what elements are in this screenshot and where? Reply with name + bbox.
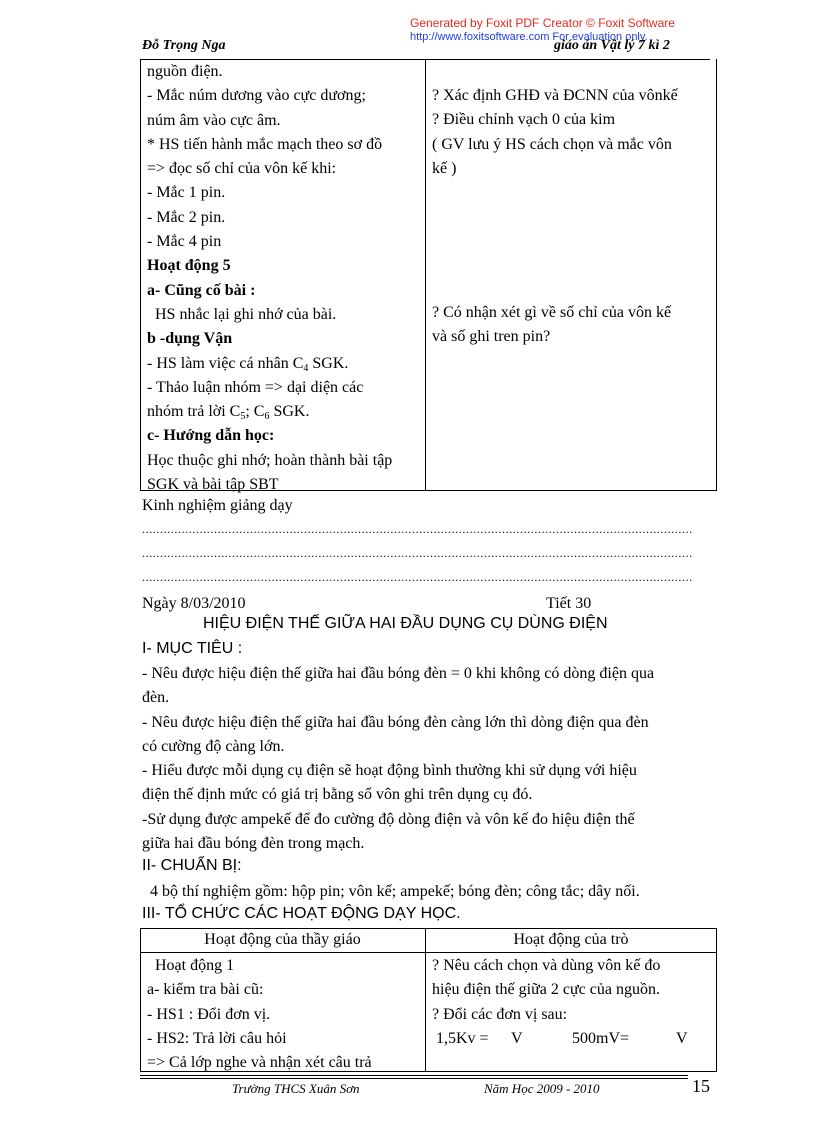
subscript: 4: [303, 362, 309, 374]
student-activity-column: [432, 954, 660, 1027]
preparation-text: 4 bộ thí nghiệm gồm: hộp pin; vôn kế; ampekế; bóng đèn; công tắc; dây nối.: [142, 883, 640, 900]
line: - Mắc 1 pin.: [147, 184, 226, 202]
footer-school: Trường THCS Xuân Sơn: [232, 1081, 360, 1096]
line: - Mắc 4 pin: [147, 233, 222, 251]
section-activities-heading: III- TỔ CHỨC CÁC HOẠT ĐỘNG DẠY HỌC.: [142, 905, 461, 922]
student-activity-column-top: [432, 84, 678, 181]
line: Học thuộc ghi nhớ; hoàn thành bài tập: [147, 451, 393, 469]
subscript: 6: [264, 411, 270, 423]
footer-year: Năm Học 2009 - 2010: [484, 1081, 600, 1096]
experience-title: Kinh nghiệm giảng dạy: [142, 497, 293, 514]
page-number: 15: [692, 1076, 710, 1096]
application-heading: b -dụng Vận: [147, 330, 233, 348]
footer-rule: [140, 1075, 688, 1076]
conversion-a: 1,5Kv =: [432, 1030, 489, 1047]
objective-line: - Nêu được hiệu điện thế giữa hai đầu bóng đèn càng lớn thì dòng điện qua đèn: [142, 713, 649, 731]
subscript: 5: [240, 411, 246, 423]
line-text: - HS làm việc cá nhân C: [147, 354, 304, 372]
line: - HS2: Trả lời câu hỏi: [147, 1029, 287, 1047]
line: [147, 400, 392, 424]
section-preparation-heading: II- CHUẨN BỊ:: [142, 857, 242, 874]
line: - Mắc 2 pin.: [147, 208, 226, 226]
line-tail: SGK.: [269, 403, 310, 421]
objective-line: -Sử dụng được ampekế để đo cường độ dòng điện và vôn kế đo hiệu điện thế: [142, 810, 635, 828]
line: a- kiểm tra bài cũ:: [147, 981, 264, 999]
objective-line: có cường độ càng lớn.: [142, 737, 285, 755]
objective-line: giữa hai đầu bóng đèn trong mạch.: [142, 835, 365, 853]
student-activity-column-mid: [432, 301, 671, 350]
line-text: nhóm trả lời C: [147, 403, 241, 421]
dotted-line: .........................................................................................................................................................: [142, 570, 693, 584]
activity-5-heading: Hoạt động 5: [147, 257, 231, 275]
line: kế ): [432, 159, 457, 177]
line: [147, 352, 392, 376]
conversion-b: 500mV=: [572, 1030, 630, 1047]
line: núm âm vào cực âm.: [147, 111, 281, 129]
line-mid: ; C: [245, 403, 265, 421]
table-divider: [425, 59, 426, 491]
teacher-activity-column: [147, 954, 372, 1075]
lesson-period: Tiết 30: [546, 595, 592, 612]
header-author: Đỗ Trọng Nga: [142, 38, 226, 53]
table-header-rule: [140, 952, 717, 953]
teacher-activity-column: [147, 60, 392, 497]
section-objectives-heading: I- MỤC TIÊU :: [142, 640, 243, 657]
line: => Cả lớp nghe và nhận xét câu trả: [147, 1054, 372, 1072]
line: nguồn điện.: [147, 63, 223, 80]
line: Hoạt động 1: [147, 957, 235, 974]
header-student: Hoạt động của trò: [513, 931, 629, 948]
line: ( GV lưu ý HS cách chọn và mắc vôn: [432, 135, 672, 153]
line: ? Có nhận xét gì về số chỉ của vôn kế: [432, 304, 672, 321]
objective-line: - Nêu được hiệu điện thế giữa hai đầu bóng đèn = 0 khi không có dòng điện qua: [142, 665, 655, 682]
watermark-line-1: Generated by Foxit PDF Creator © Foxit Software: [410, 16, 675, 30]
line: và số ghi tren pin?: [432, 328, 551, 346]
line: ? Điều chỉnh vạch 0 của kim: [432, 111, 616, 129]
line: ? Đổi các đơn vị sau:: [432, 1005, 568, 1023]
study-guide-heading: c- Hướng dẫn học:: [147, 427, 275, 445]
dotted-line: .........................................................................................................................................................: [142, 522, 693, 536]
line: hiệu điện thế giữa 2 cực của nguồn.: [432, 981, 660, 999]
line: - Thảo luận nhóm => dại diện các: [147, 378, 364, 396]
conversion-unit-2: V: [676, 1030, 688, 1047]
line: => đọc số chỉ của vôn kế khi:: [147, 160, 337, 178]
line: HS nhắc lại ghi nhớ của bài.: [147, 305, 337, 323]
line: - HS1 : Đổi đơn vị.: [147, 1005, 271, 1023]
consolidation-heading: a- Cũng cố bài :: [147, 281, 256, 299]
objectives-list: [142, 662, 722, 856]
lesson-date: Ngày 8/03/2010: [142, 595, 246, 612]
lesson-title: HIỆU ĐIỆN THẾ GIỮA HAI ĐẦU DỤNG CỤ DÙNG ĐIỆN: [203, 615, 608, 632]
line: ? Nêu cách chọn và dùng vôn kế đo: [432, 957, 661, 974]
line: * HS tiến hành mắc mạch theo sơ đồ: [147, 135, 383, 153]
dotted-line: .........................................................................................................................................................: [142, 546, 693, 560]
footer-rule-2: [140, 1078, 688, 1079]
watermark-link[interactable]: http://www.foxitsoftware.com For evaluation only.: [410, 31, 648, 43]
header-subject: giáo án Vật lý 7 kì 2: [554, 38, 670, 53]
objective-line: điện thế định mức có giá trị bằng số vôn ghi trên dụng cụ đó.: [142, 786, 533, 804]
header-teacher: Hoạt động của thầy giáo: [204, 931, 361, 948]
line: ? Xác định GHĐ và ĐCNN của vônkế: [432, 87, 678, 104]
objective-line: đèn.: [142, 689, 170, 707]
conversion-unit-1: V: [511, 1030, 523, 1047]
line: SGK và bài tập SBT: [147, 476, 279, 494]
objective-line: - Hiểu được mỗi dụng cụ điện sẽ hoạt động bình thường khi sử dụng với hiệu: [142, 762, 637, 780]
line: - Mắc núm dương vào cực dương;: [147, 87, 366, 105]
line-tail: SGK.: [308, 354, 349, 372]
